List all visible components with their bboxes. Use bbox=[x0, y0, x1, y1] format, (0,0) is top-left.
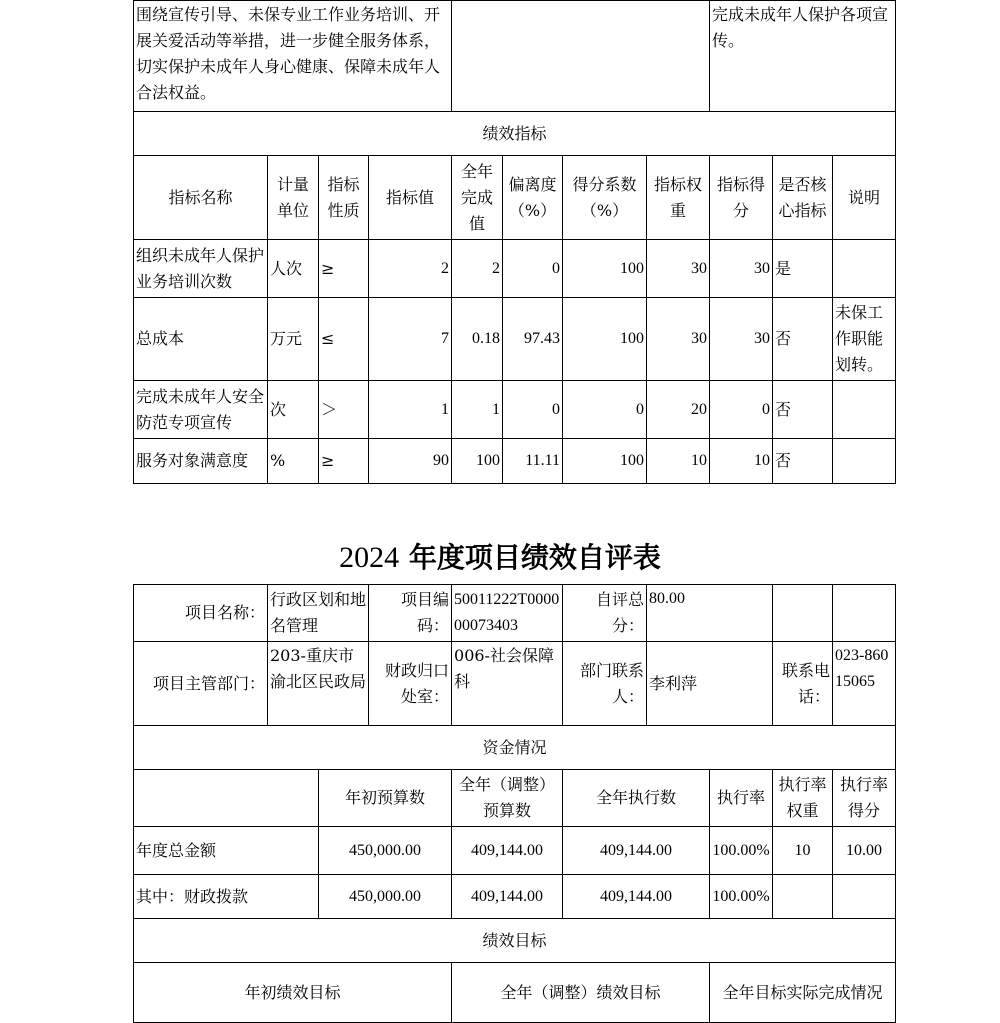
table-row bbox=[134, 381, 896, 439]
indicator-unit: 次 bbox=[268, 381, 319, 439]
indicator-name: 完成未成年人安全防范专项宣传 bbox=[134, 381, 268, 439]
header-score: 指标得分 bbox=[710, 156, 773, 240]
indicator-score: 10 bbox=[710, 439, 773, 484]
dept-label: 项目主管部门： bbox=[134, 642, 268, 726]
goals-header-initial: 年初绩效目标 bbox=[134, 963, 452, 1023]
funds-score: 10.00 bbox=[833, 827, 896, 875]
indicator-name: 总成本 bbox=[134, 298, 268, 381]
empty-cell bbox=[773, 585, 833, 642]
table-row bbox=[134, 439, 896, 484]
funds-score bbox=[833, 875, 896, 919]
funds-rate: 100.00% bbox=[710, 875, 773, 919]
header-weight: 指标权重 bbox=[647, 156, 710, 240]
section-goals: 绩效目标 bbox=[134, 919, 896, 963]
indicator-coefficient: 100 bbox=[563, 240, 647, 298]
score-value: 80.00 bbox=[647, 585, 773, 642]
funds-initial: 450,000.00 bbox=[319, 875, 452, 919]
office-label: 财政归口处室： bbox=[369, 642, 452, 726]
funds-header-weight: 执行率权重 bbox=[773, 770, 833, 827]
indicator-value: 1 bbox=[369, 381, 452, 439]
header-nature: 指标性质 bbox=[319, 156, 369, 240]
indicator-value: 90 bbox=[369, 439, 452, 484]
indicator-nature: ≤ bbox=[319, 298, 369, 381]
funds-header-initial: 年初预算数 bbox=[319, 770, 452, 827]
funds-weight bbox=[773, 875, 833, 919]
funds-rate: 100.00% bbox=[710, 827, 773, 875]
goals-header-adjusted: 全年（调整）绩效目标 bbox=[452, 963, 710, 1023]
table-row bbox=[134, 240, 896, 298]
indicator-done: 100 bbox=[452, 439, 503, 484]
title-year: 2024 bbox=[339, 541, 400, 574]
header-deviation: 偏离度（%） bbox=[503, 156, 563, 240]
score-label: 自评总分： bbox=[563, 585, 647, 642]
page-title bbox=[0, 536, 1000, 576]
indicator-coefficient: 100 bbox=[563, 439, 647, 484]
dept-value: 203-重庆市渝北区民政局 bbox=[268, 642, 369, 726]
table-row bbox=[134, 827, 896, 875]
indicator-core: 否 bbox=[773, 381, 833, 439]
funds-adjusted: 409,144.00 bbox=[452, 875, 563, 919]
indicator-note bbox=[833, 439, 896, 484]
funds-row-label: 年度总金额 bbox=[134, 827, 319, 875]
indicator-core: 否 bbox=[773, 298, 833, 381]
indicator-score: 30 bbox=[710, 240, 773, 298]
phone-value: 023-86015065 bbox=[833, 642, 896, 726]
indicator-nature: ≥ bbox=[319, 240, 369, 298]
goal-actual: 完成未成年人保护各项宣传。 bbox=[710, 1, 896, 112]
indicator-table bbox=[133, 0, 896, 484]
funds-header-executed: 全年执行数 bbox=[563, 770, 710, 827]
funds-header-blank bbox=[134, 770, 319, 827]
project-code-value: 50011222T000000073403 bbox=[452, 585, 563, 642]
funds-header-rate: 执行率 bbox=[710, 770, 773, 827]
title-text: 年度项目绩效自评表 bbox=[408, 541, 661, 574]
self-evaluation-table bbox=[133, 584, 896, 1023]
contact-value: 李利萍 bbox=[647, 642, 773, 726]
header-unit: 计量单位 bbox=[268, 156, 319, 240]
indicator-deviation: 97.43 bbox=[503, 298, 563, 381]
project-name-label: 项目名称： bbox=[134, 585, 268, 642]
funds-header-score: 执行率得分 bbox=[833, 770, 896, 827]
indicator-name: 服务对象满意度 bbox=[134, 439, 268, 484]
indicator-weight: 20 bbox=[647, 381, 710, 439]
indicator-weight: 10 bbox=[647, 439, 710, 484]
indicator-deviation: 0 bbox=[503, 381, 563, 439]
indicator-weight: 30 bbox=[647, 298, 710, 381]
office-value: 006-社会保障科 bbox=[452, 642, 563, 726]
indicator-unit: % bbox=[268, 439, 319, 484]
funds-header-adjusted: 全年（调整）预算数 bbox=[452, 770, 563, 827]
funds-weight: 10 bbox=[773, 827, 833, 875]
funds-executed: 409,144.00 bbox=[563, 875, 710, 919]
indicator-coefficient: 100 bbox=[563, 298, 647, 381]
indicator-score: 30 bbox=[710, 298, 773, 381]
indicator-deviation: 0 bbox=[503, 240, 563, 298]
empty-cell bbox=[833, 585, 896, 642]
header-coefficient: 得分系数（%） bbox=[563, 156, 647, 240]
goals-header-actual: 全年目标实际完成情况 bbox=[710, 963, 896, 1023]
header-done: 全年完成值 bbox=[452, 156, 503, 240]
indicator-weight: 30 bbox=[647, 240, 710, 298]
indicator-core: 否 bbox=[773, 439, 833, 484]
project-code-label: 项目编码： bbox=[369, 585, 452, 642]
indicator-deviation: 11.11 bbox=[503, 439, 563, 484]
indicator-value: 2 bbox=[369, 240, 452, 298]
goal-adjusted bbox=[452, 1, 710, 112]
indicator-score: 0 bbox=[710, 381, 773, 439]
section-indicators: 绩效指标 bbox=[134, 112, 896, 156]
header-note: 说明 bbox=[833, 156, 896, 240]
funds-adjusted: 409,144.00 bbox=[452, 827, 563, 875]
goal-description: 围绕宣传引导、未保专业工作业务培训、开展关爱活动等举措，进一步健全服务体系，切实保护未成年人身心健康、保障未成年人合法权益。 bbox=[134, 1, 452, 112]
indicator-unit: 人次 bbox=[268, 240, 319, 298]
indicator-name: 组织未成年人保护业务培训次数 bbox=[134, 240, 268, 298]
table-row bbox=[134, 875, 896, 919]
indicator-unit: 万元 bbox=[268, 298, 319, 381]
section-funds: 资金情况 bbox=[134, 726, 896, 770]
table-row bbox=[134, 298, 896, 381]
phone-label: 联系电话： bbox=[773, 642, 833, 726]
indicator-done: 2 bbox=[452, 240, 503, 298]
indicator-coefficient: 0 bbox=[563, 381, 647, 439]
header-core: 是否核心指标 bbox=[773, 156, 833, 240]
header-value: 指标值 bbox=[369, 156, 452, 240]
funds-initial: 450,000.00 bbox=[319, 827, 452, 875]
indicator-done: 1 bbox=[452, 381, 503, 439]
header-name: 指标名称 bbox=[134, 156, 268, 240]
project-name-value: 行政区划和地名管理 bbox=[268, 585, 369, 642]
indicator-nature: ≥ bbox=[319, 439, 369, 484]
indicator-note bbox=[833, 381, 896, 439]
contact-label: 部门联系人： bbox=[563, 642, 647, 726]
indicator-note: 未保工作职能划转。 bbox=[833, 298, 896, 381]
indicator-core: 是 bbox=[773, 240, 833, 298]
indicator-nature: ＞ bbox=[319, 381, 369, 439]
funds-executed: 409,144.00 bbox=[563, 827, 710, 875]
funds-row-label: 其中：财政拨款 bbox=[134, 875, 319, 919]
indicator-done: 0.18 bbox=[452, 298, 503, 381]
indicator-value: 7 bbox=[369, 298, 452, 381]
indicator-note bbox=[833, 240, 896, 298]
